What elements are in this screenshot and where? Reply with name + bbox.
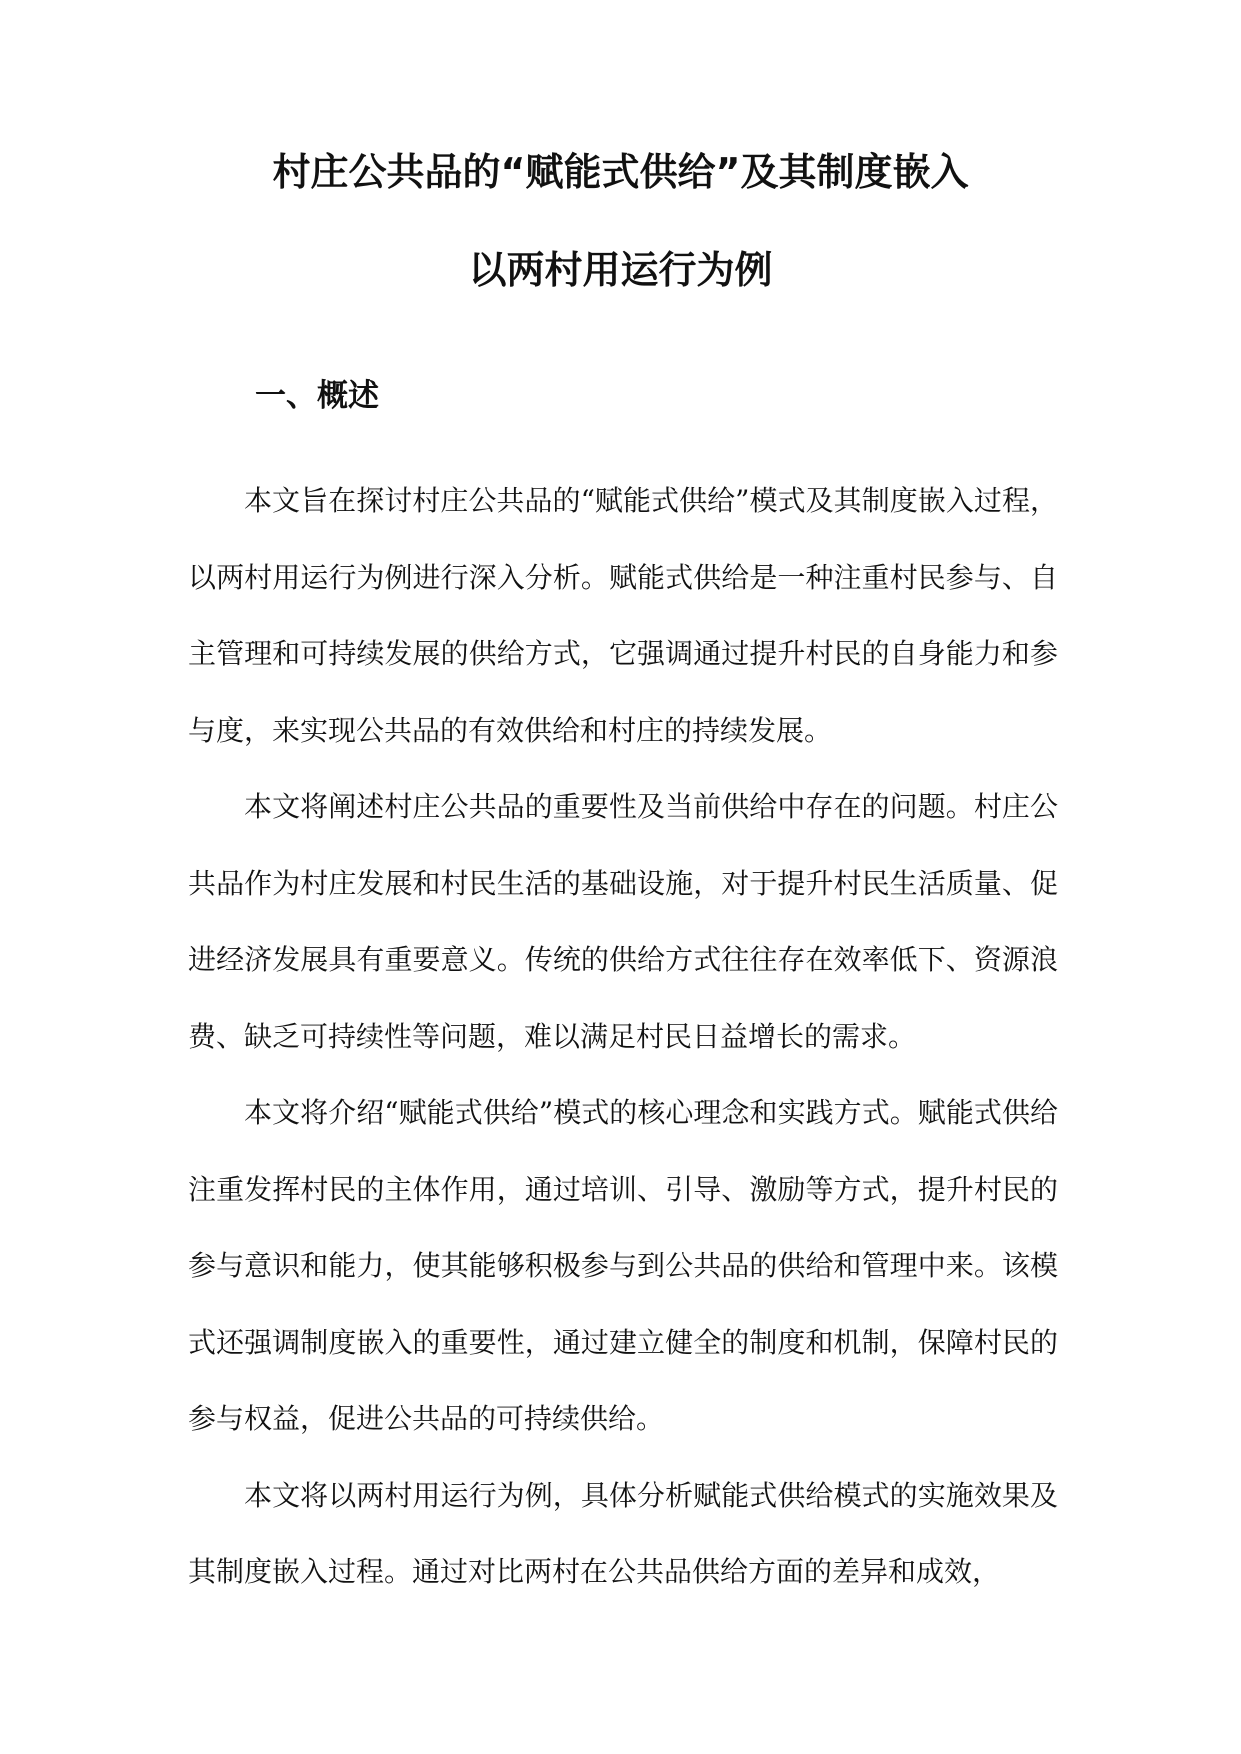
paragraph-2: 本文将阐述村庄公共品的重要性及当前供给中存在的问题。村庄公共品作为村庄发展和村民生活的基础设施，对于提升村民生活质量、促进经济发展具有重要意义。传统的供给方式往往存在效率低下、资源浪费、缺乏可持续性等问题，难以满足村民日益增长的需求。 xyxy=(188,790,1058,1053)
paragraph-4: 本文将以两村用运行为例，具体分析赋能式供给模式的实施效果及其制度嵌入过程。通过对比两村在公共品供给方面的差异和成效， xyxy=(188,1478,1058,1588)
paragraph-1: 本文旨在探讨村庄公共品的“赋能式供给”模式及其制度嵌入过程，以两村用运行为例进行深入分析。赋能式供给是一种注重村民参与、自主管理和可持续发展的供给方式，它强调通过提升村民的自身能力和参与度，来实现公共品的有效供给和村庄的持续发展。 xyxy=(188,484,1058,747)
document-subtitle: 以两村用运行为例 xyxy=(468,248,773,292)
paragraph-3: 本文将介绍“赋能式供给”模式的核心理念和实践方式。赋能式供给注重发挥村民的主体作用，通过培训、引导、激励等方式，提升村民的参与意识和能力，使其能够积极参与到公共品的供给和管理中来。该模式还强调制度嵌入的重要性，通过建立健全的制度和机制，保障村民的参与权益，促进公共品的可持续供给。 xyxy=(188,1096,1058,1435)
document-title: 村庄公共品的“赋能式供给”及其制度嵌入 xyxy=(272,150,969,194)
section-heading: 一、概述 xyxy=(255,378,379,414)
body-text xyxy=(188,463,1058,1611)
